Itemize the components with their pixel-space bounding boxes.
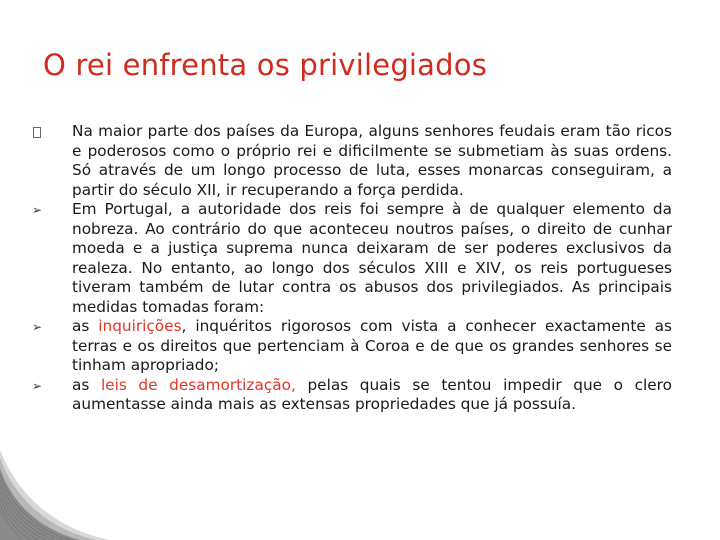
box-bullet-icon bbox=[30, 125, 44, 145]
arrow-bullet-icon: ➢ bbox=[31, 378, 43, 393]
bullet-list bbox=[30, 122, 672, 415]
corner-decoration bbox=[0, 450, 110, 540]
highlight-term: leis de desamortização, bbox=[100, 375, 296, 394]
arrow-bullet-icon: ➢ bbox=[31, 203, 43, 217]
highlight-term: inquirições bbox=[98, 317, 182, 335]
list-item bbox=[30, 317, 672, 376]
item-text: pelas quais se tentou impedir que o clero aumentasse ainda mais as extensas propriedades que já possuía. bbox=[72, 375, 672, 413]
slide-title: O rei enfrenta os privilegiados bbox=[43, 48, 488, 82]
list-item bbox=[30, 122, 672, 200]
item-text: , inquéritos rigorosos com vista a conhecer exactamente as terras e os direitos que pertenciam à Coroa e de que os grandes senhores se tinham apropriado; bbox=[72, 317, 672, 374]
list-item bbox=[30, 376, 672, 415]
item-prefix: as bbox=[72, 375, 101, 394]
item-text: Na maior parte dos países da Europa, alguns senhores feudais eram tão ricos e poderosos como o próprio rei e dificilmente se submetiam às suas ordens. Só através de um longo processo de luta, esses monarcas conseguiram, a partir do século XII, ir recuperando a força perdida. bbox=[72, 122, 672, 199]
list-item bbox=[30, 200, 672, 317]
item-text: Em Portugal, a autoridade dos reis foi sempre à de qualquer elemento da nobreza. Ao contrário do que aconteceu noutros países, o direito de cunhar moeda e a justiça suprema nunca deixaram de ser poderes exclusivos da realeza. No entanto, ao longo dos séculos XIII e XIV, os reis portugueses tiveram também de lutar contra os abusos dos privilegiados. As principais medidas tomadas foram: bbox=[72, 200, 672, 316]
item-prefix: as bbox=[72, 317, 99, 335]
arrow-bullet-icon: ➢ bbox=[31, 320, 43, 334]
